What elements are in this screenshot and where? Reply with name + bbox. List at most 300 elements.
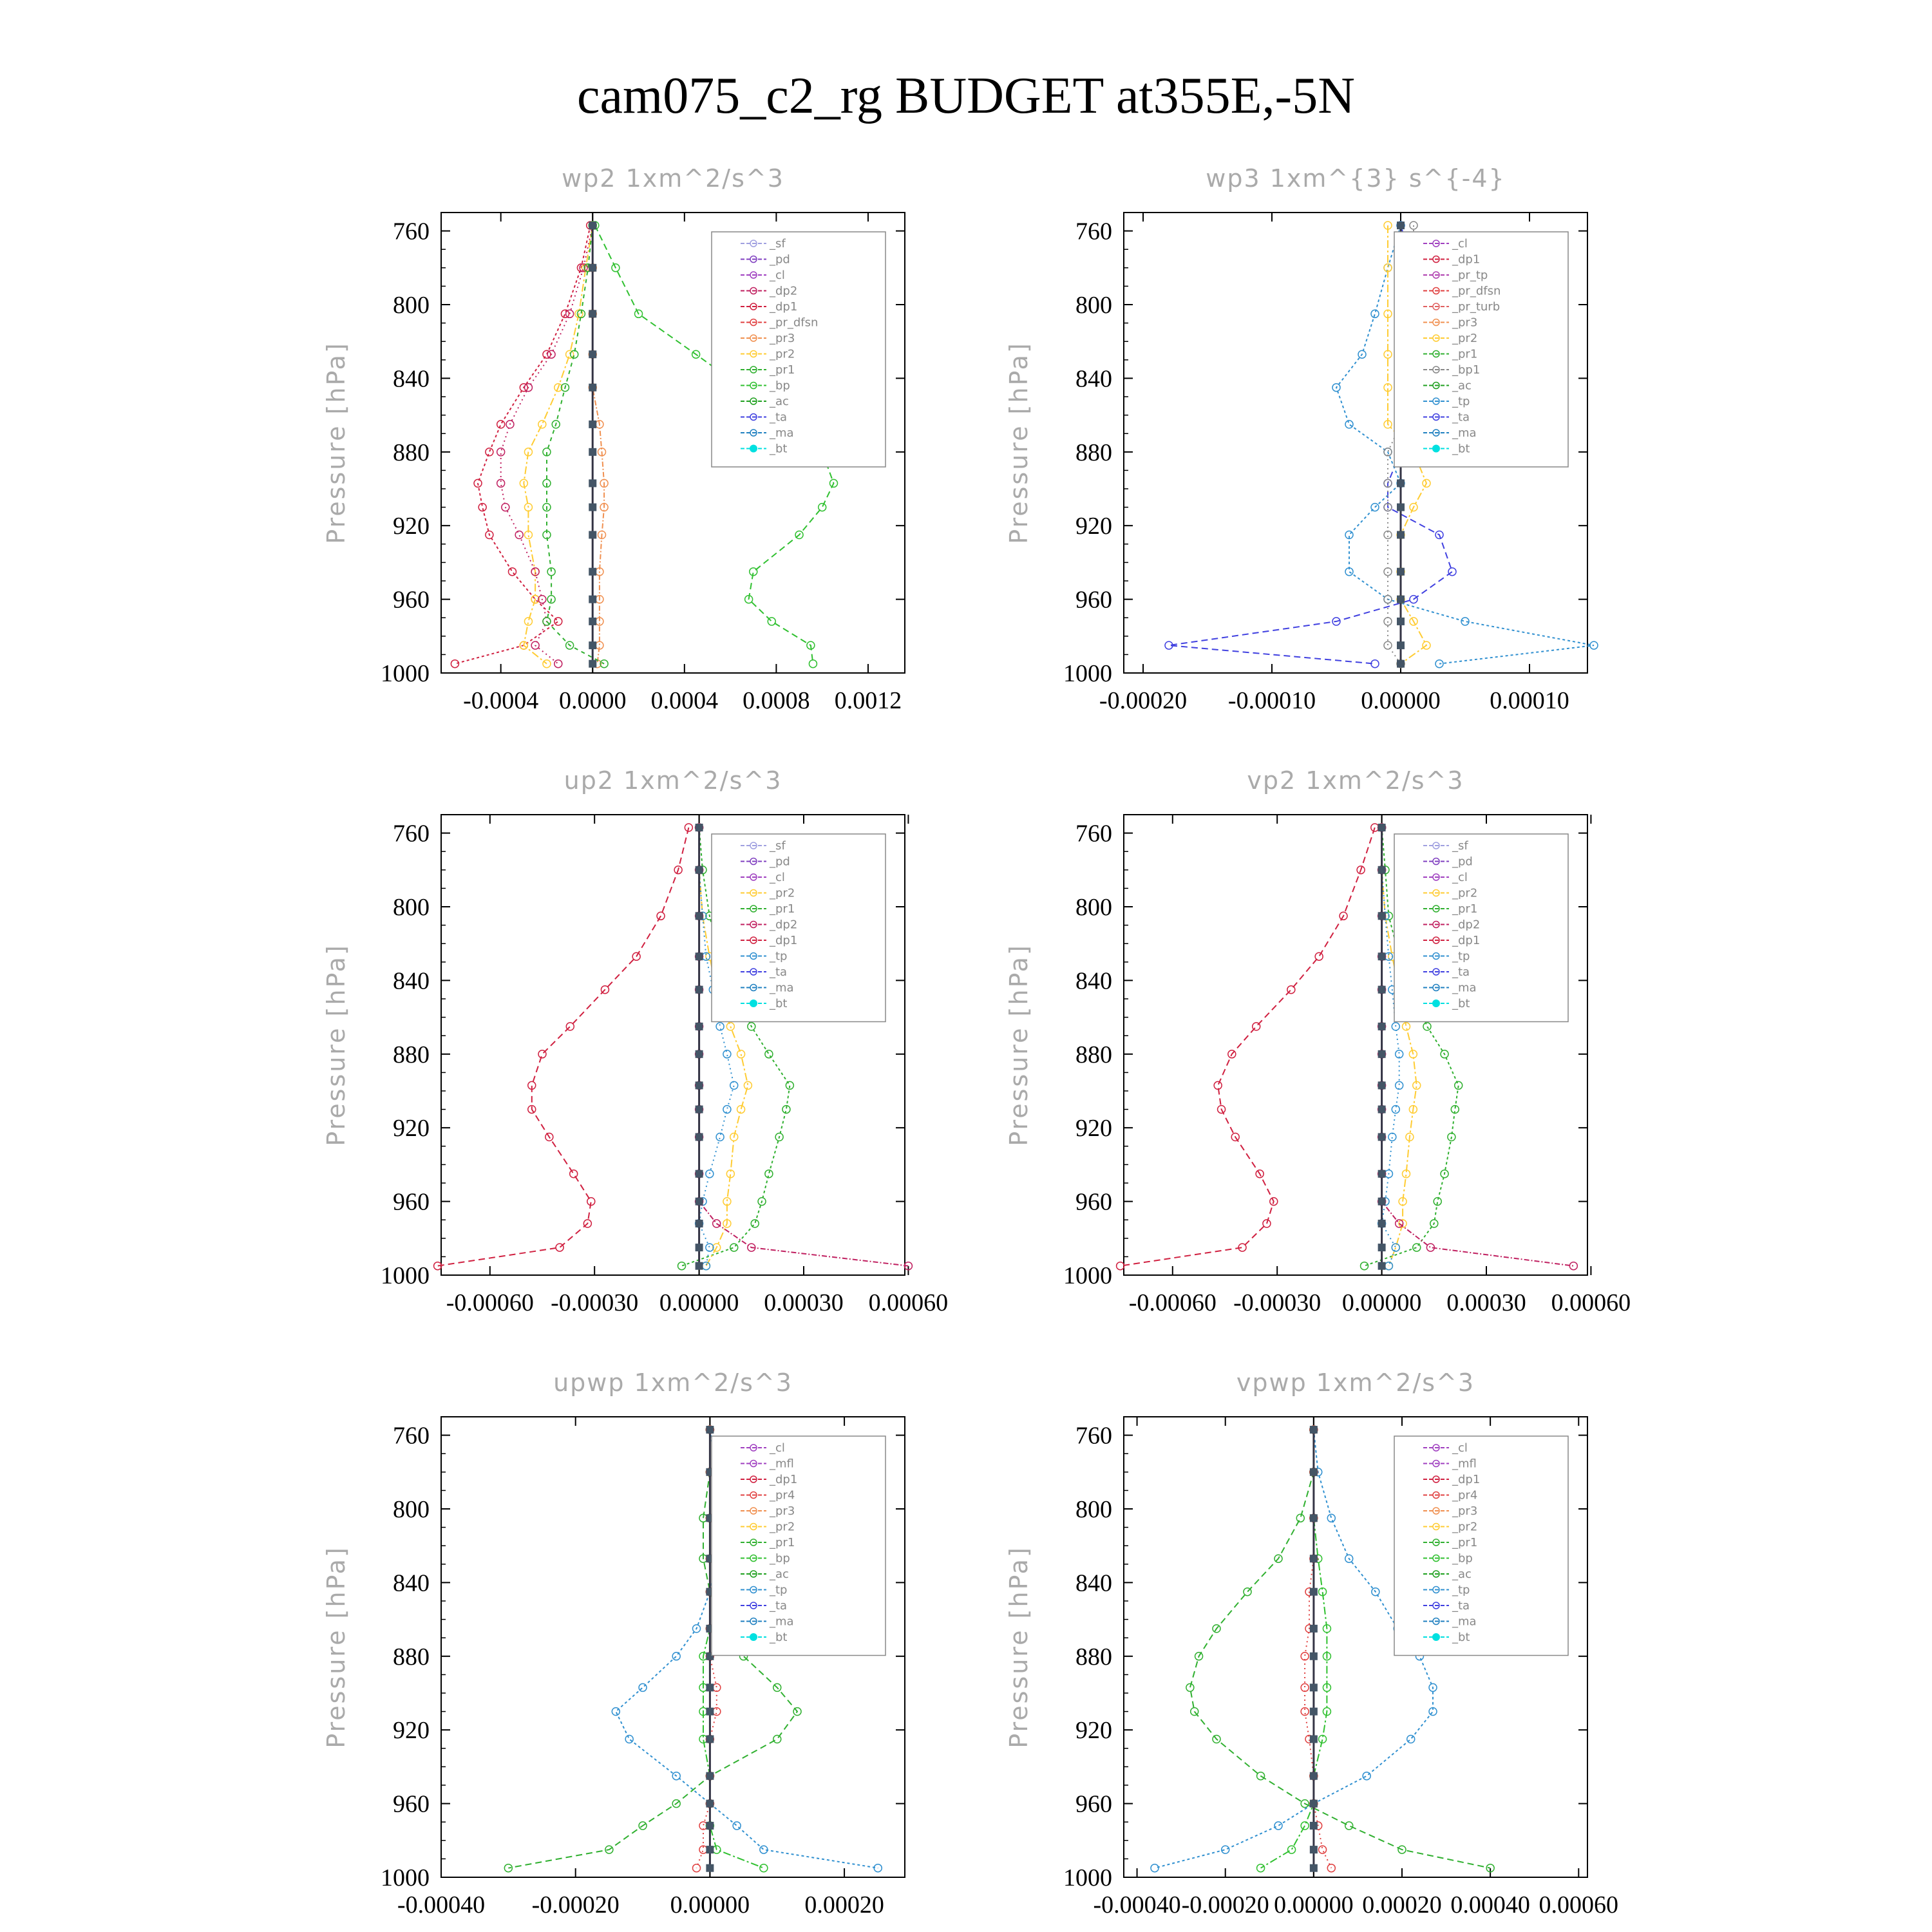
series-marker-bt bbox=[589, 568, 596, 576]
series-marker-tp bbox=[733, 1822, 741, 1830]
series-marker-dp1 bbox=[556, 1244, 564, 1251]
panel-title: vpwp 1xm^2/s^3 bbox=[1236, 1368, 1475, 1397]
series-marker-bt bbox=[696, 1050, 703, 1058]
series-marker-tp bbox=[1371, 310, 1379, 317]
series-marker-bt bbox=[1310, 1736, 1318, 1743]
series-marker-bt bbox=[706, 1708, 714, 1716]
y-tick-label: 960 bbox=[393, 1188, 430, 1216]
legend-label: _tp bbox=[1452, 1583, 1470, 1597]
legend-label: _pr_dfsn bbox=[1452, 284, 1501, 298]
legend-label: _bp1 bbox=[1452, 363, 1481, 377]
series-marker-bt bbox=[1378, 1081, 1386, 1089]
series-marker-bt bbox=[589, 264, 596, 272]
series-marker-bt bbox=[1378, 1106, 1386, 1113]
panel-title: wp2 1xm^2/s^3 bbox=[562, 164, 784, 193]
series-marker-bt bbox=[1378, 1133, 1386, 1141]
legend-label: _dp2 bbox=[1452, 918, 1481, 932]
y-tick-label: 760 bbox=[393, 218, 430, 245]
legend-box bbox=[712, 232, 886, 467]
legend-label: _ta bbox=[770, 410, 788, 424]
series-marker-dp1 bbox=[486, 448, 493, 456]
legend-box bbox=[1394, 232, 1568, 467]
series-marker-bt bbox=[1397, 568, 1405, 576]
legend-label: _pd bbox=[1452, 855, 1473, 869]
series-marker-pr1 bbox=[1244, 1588, 1251, 1596]
x-tick-label: 0.00000 bbox=[1274, 1891, 1354, 1918]
series-marker-bp bbox=[768, 618, 775, 625]
x-tick-label: 0.00000 bbox=[1341, 1289, 1422, 1316]
y-tick-label: 960 bbox=[1075, 586, 1112, 614]
legend-label: _pr2 bbox=[1452, 1520, 1478, 1534]
x-tick-label: -0.00060 bbox=[446, 1289, 534, 1316]
series-marker-bt bbox=[706, 1426, 714, 1434]
series-marker-bt bbox=[589, 479, 596, 487]
series-marker-bt bbox=[696, 866, 703, 874]
series-marker-dp1 bbox=[570, 1170, 578, 1178]
panel-title: vp2 1xm^2/s^3 bbox=[1247, 766, 1464, 795]
legend-marker bbox=[1432, 999, 1440, 1007]
series-marker-bt bbox=[696, 1262, 703, 1270]
series-marker-tp bbox=[1363, 1772, 1370, 1780]
series-marker-bt bbox=[1310, 1822, 1318, 1830]
legend-label: _ma bbox=[770, 426, 794, 440]
series-marker-bt bbox=[1378, 1220, 1386, 1227]
series-marker-bt bbox=[1378, 824, 1386, 831]
series-marker-pr2 bbox=[538, 421, 546, 428]
legend-label: _bt bbox=[770, 442, 788, 456]
y-tick-label: 840 bbox=[1075, 365, 1112, 393]
legend-label: _dp1 bbox=[1452, 252, 1481, 267]
legend-label: _ta bbox=[1452, 1599, 1470, 1613]
x-tick-label: 0.0000 bbox=[558, 687, 627, 714]
y-tick-label: 960 bbox=[1075, 1188, 1112, 1216]
x-tick-label: 0.00020 bbox=[1362, 1891, 1442, 1918]
y-tick-label: 1000 bbox=[1063, 660, 1112, 687]
legend-marker bbox=[1432, 1633, 1440, 1641]
series-marker-tp bbox=[1345, 421, 1353, 428]
x-tick-label: -0.00030 bbox=[1233, 1289, 1321, 1316]
series-marker-dp1 bbox=[554, 618, 562, 625]
legend-label: _cl bbox=[1452, 1441, 1468, 1455]
series-marker-bt bbox=[696, 1244, 703, 1251]
series-line-dp1 bbox=[455, 225, 590, 664]
legend-label: _bt bbox=[1452, 442, 1470, 456]
legend-box bbox=[712, 1436, 886, 1656]
x-tick-label: 0.00000 bbox=[1361, 687, 1441, 714]
series-marker-dp1 bbox=[508, 568, 516, 576]
y-tick-label: 920 bbox=[1075, 1717, 1112, 1745]
x-tick-label: -0.00060 bbox=[1128, 1289, 1217, 1316]
legend-label: _dp1 bbox=[1452, 934, 1481, 947]
series-marker-tp bbox=[612, 1708, 620, 1716]
legend-label: _pr4 bbox=[1452, 1488, 1478, 1502]
series-marker-dp1 bbox=[561, 310, 569, 317]
legend-label: _mfl bbox=[1452, 1457, 1477, 1471]
panel-title: up2 1xm^2/s^3 bbox=[564, 766, 782, 795]
legend-label: _pr1 bbox=[770, 1536, 795, 1549]
y-tick-label: 960 bbox=[393, 1790, 430, 1818]
series-marker-tp bbox=[730, 1081, 738, 1089]
series-marker-bt bbox=[1310, 1555, 1318, 1562]
y-tick-label: 840 bbox=[393, 365, 430, 393]
y-tick-label: 1000 bbox=[381, 1262, 430, 1289]
legend bbox=[712, 834, 886, 1022]
legend-label: _pr1 bbox=[770, 363, 795, 377]
series-marker-tp bbox=[625, 1736, 633, 1743]
y-tick-label: 880 bbox=[1075, 439, 1112, 466]
series-marker-bt bbox=[706, 1846, 714, 1853]
series-line-dp1 bbox=[438, 828, 689, 1266]
x-tick-label: -0.00020 bbox=[1099, 687, 1188, 714]
series-marker-bt bbox=[589, 384, 596, 392]
legend-label: _mfl bbox=[770, 1457, 794, 1471]
series-marker-bt bbox=[1378, 1023, 1386, 1030]
series-line-dp2 bbox=[501, 225, 593, 664]
x-tick-label: 0.00000 bbox=[670, 1891, 750, 1918]
series-marker-tp bbox=[702, 1262, 710, 1270]
legend-marker bbox=[750, 1633, 757, 1641]
y-axis-label: Pressure [hPa] bbox=[322, 943, 350, 1146]
legend-label: _dp2 bbox=[770, 918, 798, 932]
series-marker-bp bbox=[1257, 1864, 1265, 1872]
series-marker-pr1 bbox=[1345, 1822, 1353, 1830]
series-marker-pr2 bbox=[744, 1081, 752, 1089]
y-tick-label: 920 bbox=[393, 513, 430, 540]
series-marker-bt bbox=[1397, 641, 1405, 649]
panel-1 bbox=[322, 164, 905, 714]
x-tick-label: 0.0004 bbox=[650, 687, 719, 714]
x-tick-label: 0.00010 bbox=[1490, 687, 1569, 714]
legend-label: _tp bbox=[1452, 949, 1470, 963]
series-marker-bt bbox=[589, 641, 596, 649]
y-tick-label: 760 bbox=[1075, 820, 1112, 848]
series-marker-tp bbox=[723, 1106, 731, 1113]
y-tick-label: 840 bbox=[1075, 967, 1112, 995]
series-marker-bt bbox=[1378, 912, 1386, 920]
legend-label: _bt bbox=[1452, 997, 1470, 1010]
legend-label: _ac bbox=[1452, 379, 1472, 393]
y-tick-label: 1000 bbox=[381, 660, 430, 687]
series-marker-tp bbox=[1274, 1822, 1282, 1830]
series-marker-dp1 bbox=[566, 1023, 574, 1030]
series-marker-bt bbox=[1310, 1772, 1318, 1780]
series-marker-bt bbox=[589, 350, 596, 358]
series-marker-dp1 bbox=[538, 1050, 546, 1058]
series-marker-pr1 bbox=[1413, 1244, 1421, 1251]
series-marker-bt bbox=[1378, 1170, 1386, 1178]
series-marker-bt bbox=[1378, 986, 1386, 994]
legend-label: _pd bbox=[770, 252, 790, 267]
legend-box bbox=[712, 834, 886, 1022]
series-marker-bp bbox=[760, 1864, 768, 1872]
legend-label: _cl bbox=[770, 1441, 785, 1455]
series-marker-bt bbox=[1397, 618, 1405, 625]
series-marker-bt bbox=[589, 448, 596, 456]
legend-marker bbox=[750, 445, 757, 453]
y-tick-label: 920 bbox=[393, 1717, 430, 1745]
x-tick-label: 0.00060 bbox=[1551, 1289, 1631, 1316]
y-tick-label: 960 bbox=[1075, 1790, 1112, 1818]
series-marker-dp1 bbox=[451, 660, 459, 668]
legend-label: _bp bbox=[1452, 1551, 1473, 1566]
series-marker-pr1 bbox=[571, 350, 578, 358]
y-tick-label: 800 bbox=[393, 1496, 430, 1523]
legend-label: _tp bbox=[770, 949, 788, 963]
y-axis-label: Pressure [hPa] bbox=[1005, 943, 1033, 1146]
series-marker-bt bbox=[1397, 504, 1405, 511]
series-marker-bt bbox=[706, 1800, 714, 1808]
series-marker-bt bbox=[589, 618, 596, 625]
series-marker-bt bbox=[696, 1133, 703, 1141]
legend-label: _cl bbox=[1452, 237, 1468, 251]
legend-label: _bt bbox=[1452, 1631, 1470, 1644]
y-tick-label: 880 bbox=[1075, 1041, 1112, 1068]
legend-label: _pr4 bbox=[770, 1488, 795, 1502]
legend-label: _pd bbox=[770, 855, 790, 869]
series-marker-bt bbox=[1310, 1864, 1318, 1872]
y-tick-label: 920 bbox=[1075, 1115, 1112, 1142]
series-marker-bt bbox=[1378, 1262, 1386, 1270]
series-marker-bt bbox=[1310, 1683, 1318, 1691]
y-tick-label: 960 bbox=[393, 586, 430, 614]
legend-label: _ac bbox=[1452, 1567, 1472, 1581]
legend-label: _pr3 bbox=[1452, 316, 1478, 330]
legend-label: _pr2 bbox=[770, 347, 795, 361]
panel-4 bbox=[1005, 766, 1631, 1316]
legend-label: _pr_turb bbox=[1452, 300, 1501, 314]
series-marker-bp1 bbox=[1384, 641, 1392, 649]
legend-label: _pr3 bbox=[770, 332, 795, 345]
legend-label: _sf bbox=[770, 839, 786, 853]
x-tick-label: -0.00010 bbox=[1227, 687, 1316, 714]
y-tick-label: 760 bbox=[1075, 1422, 1112, 1450]
series-marker-bt bbox=[1310, 1588, 1318, 1596]
series-marker-bt bbox=[1378, 866, 1386, 874]
series-marker-tp bbox=[1222, 1846, 1229, 1853]
y-tick-label: 880 bbox=[393, 1643, 430, 1671]
series-marker-dp2 bbox=[1569, 1262, 1577, 1270]
series-marker-bp bbox=[1301, 1822, 1309, 1830]
y-tick-label: 840 bbox=[393, 967, 430, 995]
series-marker-bt bbox=[1378, 1050, 1386, 1058]
y-tick-label: 840 bbox=[393, 1569, 430, 1597]
series-line-dp1 bbox=[1121, 828, 1375, 1266]
series-marker-tp bbox=[723, 1050, 731, 1058]
panel-title: wp3 1xm^{3} s^{-4} bbox=[1206, 164, 1506, 193]
panel-title: upwp 1xm^2/s^3 bbox=[553, 1368, 793, 1397]
legend bbox=[1394, 232, 1568, 467]
legend-label: _bt bbox=[770, 997, 788, 1010]
series-marker-bt bbox=[1310, 1846, 1318, 1853]
series-marker-bt bbox=[706, 1864, 714, 1872]
series-marker-dp1 bbox=[1214, 1081, 1222, 1089]
series-marker-bt bbox=[589, 222, 596, 229]
panels-container bbox=[322, 164, 1631, 1918]
y-axis-label: Pressure [hPa] bbox=[322, 341, 350, 544]
series-marker-pr1 bbox=[765, 1170, 773, 1178]
legend bbox=[1394, 834, 1568, 1022]
y-tick-label: 800 bbox=[393, 894, 430, 921]
series-marker-pr1 bbox=[751, 1220, 759, 1227]
series-marker-pr4 bbox=[713, 1683, 721, 1691]
series-marker-dp2 bbox=[554, 660, 562, 668]
panel-5 bbox=[322, 1368, 905, 1918]
series-marker-bt bbox=[589, 504, 596, 511]
y-axis-label: Pressure [hPa] bbox=[1005, 341, 1033, 544]
series-marker-dp1 bbox=[1253, 1023, 1260, 1030]
legend-label: _ac bbox=[770, 395, 789, 408]
series-marker-tp bbox=[1396, 1081, 1403, 1089]
legend-label: _pr_dfsn bbox=[770, 316, 819, 330]
series-marker-bt bbox=[1310, 1653, 1318, 1660]
x-tick-label: 0.00020 bbox=[804, 1891, 884, 1918]
series-marker-dp1 bbox=[1315, 952, 1323, 960]
legend-label: _sf bbox=[1452, 839, 1468, 853]
series-marker-pr2 bbox=[737, 1050, 745, 1058]
legend-label: _bp bbox=[770, 379, 790, 393]
legend-label: _pr2 bbox=[770, 1520, 795, 1534]
legend-label: _ma bbox=[770, 981, 794, 995]
legend-label: _ac bbox=[770, 1567, 789, 1581]
series-marker-bt bbox=[589, 531, 596, 539]
x-tick-label: 0.00030 bbox=[1446, 1289, 1526, 1316]
y-axis-label: Pressure [hPa] bbox=[1005, 1546, 1033, 1748]
series-marker-bt bbox=[696, 1023, 703, 1030]
series-marker-bt bbox=[1310, 1426, 1318, 1434]
series-marker-bt bbox=[1397, 531, 1405, 539]
y-tick-label: 880 bbox=[1075, 1643, 1112, 1671]
series-marker-pr1 bbox=[1296, 1514, 1304, 1522]
legend-label: _ta bbox=[1452, 410, 1470, 424]
legend-box bbox=[1394, 834, 1568, 1022]
y-tick-label: 800 bbox=[1075, 1496, 1112, 1523]
y-tick-label: 760 bbox=[393, 1422, 430, 1450]
series-marker-bt bbox=[706, 1822, 714, 1830]
series-marker-bt bbox=[696, 1170, 703, 1178]
series-marker-dp1 bbox=[1287, 986, 1295, 994]
legend-box bbox=[1394, 1436, 1568, 1656]
legend-label: _pr2 bbox=[1452, 332, 1478, 345]
series-marker-ta bbox=[1371, 660, 1379, 668]
y-tick-label: 920 bbox=[1075, 513, 1112, 540]
series-marker-bp bbox=[1288, 1846, 1296, 1853]
x-tick-label: 0.00030 bbox=[764, 1289, 844, 1316]
legend-label: _tp bbox=[770, 1583, 788, 1597]
series-marker-pr1 bbox=[1186, 1683, 1194, 1691]
series-marker-tp bbox=[672, 1653, 680, 1660]
legend-label: _ta bbox=[770, 1599, 788, 1613]
series-marker-tp bbox=[1327, 1514, 1335, 1522]
legend-label: _ta bbox=[770, 965, 788, 979]
legend bbox=[1394, 1436, 1568, 1656]
series-line-tp bbox=[1155, 1430, 1433, 1868]
y-tick-label: 920 bbox=[393, 1115, 430, 1142]
series-marker-bt bbox=[1310, 1708, 1318, 1716]
series-marker-bt bbox=[589, 310, 596, 317]
legend-label: _pr3 bbox=[770, 1504, 795, 1518]
series-marker-tp bbox=[1407, 1736, 1415, 1743]
y-tick-label: 1000 bbox=[1063, 1864, 1112, 1891]
x-tick-label: -0.00020 bbox=[1181, 1891, 1269, 1918]
legend-marker bbox=[750, 999, 757, 1007]
series-marker-bt bbox=[696, 1106, 703, 1113]
series-marker-bt bbox=[706, 1683, 714, 1691]
series-marker-pr1 bbox=[1361, 1262, 1368, 1270]
y-tick-label: 800 bbox=[1075, 292, 1112, 319]
legend-label: _bt bbox=[770, 1631, 788, 1644]
series-marker-bp1 bbox=[1384, 568, 1392, 576]
series-marker-bt bbox=[1378, 1244, 1386, 1251]
series-marker-bt bbox=[696, 986, 703, 994]
legend-label: _ma bbox=[1452, 981, 1477, 995]
series-marker-bt bbox=[589, 660, 596, 668]
legend-label: _ma bbox=[1452, 1615, 1477, 1629]
panel-3 bbox=[322, 766, 948, 1316]
legend bbox=[712, 232, 886, 467]
panel-6 bbox=[1005, 1368, 1618, 1918]
x-tick-label: -0.00020 bbox=[531, 1891, 620, 1918]
legend-label: _dp1 bbox=[1452, 1473, 1481, 1486]
series-marker-ta bbox=[1448, 568, 1456, 576]
legend-label: _pr3 bbox=[1452, 1504, 1478, 1518]
legend-label: _pr_tp bbox=[1452, 269, 1488, 282]
x-tick-label: 0.00000 bbox=[659, 1289, 739, 1316]
legend-label: _dp1 bbox=[770, 934, 798, 947]
x-tick-label: 0.0008 bbox=[743, 687, 810, 714]
series-marker-bt bbox=[1310, 1800, 1318, 1808]
series-marker-pr1 bbox=[1423, 1023, 1431, 1030]
series-marker-tp bbox=[1392, 1244, 1399, 1251]
legend-label: _pr2 bbox=[1452, 886, 1478, 900]
y-tick-label: 1000 bbox=[381, 1864, 430, 1891]
legend-label: _bp bbox=[770, 1551, 790, 1566]
y-tick-label: 880 bbox=[393, 439, 430, 466]
series-marker-bp bbox=[809, 660, 817, 668]
series-marker-bt bbox=[1378, 1198, 1386, 1206]
series-marker-bt bbox=[706, 1736, 714, 1743]
series-marker-pr1 bbox=[730, 1244, 738, 1251]
series-marker-bt bbox=[1397, 222, 1405, 229]
series-marker-bt bbox=[696, 1081, 703, 1089]
x-tick-label: -0.00030 bbox=[551, 1289, 639, 1316]
series-marker-pr1 bbox=[773, 1736, 781, 1743]
x-tick-label: 0.00040 bbox=[1450, 1891, 1530, 1918]
series-marker-bt bbox=[696, 1220, 703, 1227]
y-tick-label: 880 bbox=[393, 1041, 430, 1068]
legend-label: _ma bbox=[1452, 426, 1477, 440]
figure-title: cam075_c2_rg BUDGET at355E,-5N bbox=[577, 68, 1355, 124]
x-tick-label: 0.0012 bbox=[834, 687, 902, 714]
legend-label: _pr1 bbox=[1452, 347, 1478, 361]
series-marker-bt bbox=[589, 596, 596, 603]
x-tick-label: -0.00040 bbox=[397, 1891, 486, 1918]
series-marker-bt bbox=[1310, 1514, 1318, 1522]
series-marker-bt bbox=[696, 824, 703, 831]
series-marker-tp bbox=[1388, 1133, 1396, 1141]
legend-label: _pr1 bbox=[770, 902, 795, 916]
y-tick-label: 1000 bbox=[1063, 1262, 1112, 1289]
legend-label: _tp bbox=[1452, 395, 1470, 408]
series-marker-pr4 bbox=[1301, 1683, 1309, 1691]
y-tick-label: 760 bbox=[1075, 218, 1112, 245]
y-tick-label: 840 bbox=[1075, 1569, 1112, 1597]
series-marker-dp2 bbox=[515, 531, 523, 539]
series-marker-bt bbox=[589, 421, 596, 428]
legend-label: _cl bbox=[1452, 871, 1468, 884]
series-marker-bp bbox=[819, 504, 826, 511]
legend-label: _pr2 bbox=[770, 886, 795, 900]
x-tick-label: -0.00040 bbox=[1093, 1891, 1181, 1918]
